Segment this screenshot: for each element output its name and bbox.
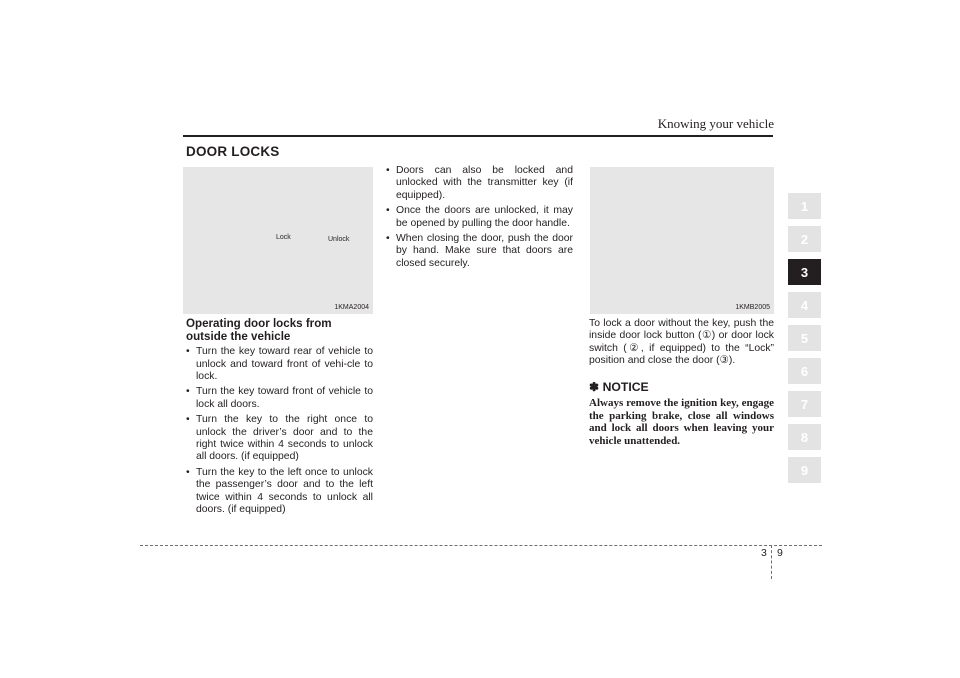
chapter-tab-7[interactable]: 7 <box>788 391 821 417</box>
page-number: 9 <box>777 547 783 559</box>
chapter-tab-5[interactable]: 5 <box>788 325 821 351</box>
chapter-tab-6[interactable]: 6 <box>788 358 821 384</box>
chapter-tab-9[interactable]: 9 <box>788 457 821 483</box>
figure-label-lock: Lock <box>276 234 291 241</box>
list-item: • Turn the key to the right once to unlock the driver’s door and to the right twice within 4 seconds to unlock all doors. (if equipped) <box>186 414 373 464</box>
subheading: Operating door locks from outside the vehicle <box>186 317 332 343</box>
chapter-tab-2[interactable]: 2 <box>788 226 821 252</box>
body-paragraph: To lock a door without the key, push the inside door lock button (①) or door lock switch (②, if equipped) to the “Lock” position and close the door (③). <box>589 318 774 367</box>
figure-door-key-lock <box>183 167 373 314</box>
header-rule <box>183 135 773 137</box>
list-item: • Turn the key toward rear of vehicle to unlock and toward front of vehi-cle to lock. <box>186 346 373 383</box>
list-item: • Doors can also be locked and unlocked with the transmitter key (if equipped). <box>386 165 573 202</box>
figure-code: 1KMB2005 <box>735 304 770 311</box>
column-1 <box>186 318 373 519</box>
footer-rule <box>140 545 822 546</box>
chapter-number: 3 <box>761 547 767 559</box>
chapter-tab-1[interactable]: 1 <box>788 193 821 219</box>
notice-title: ✽ NOTICE <box>589 379 649 394</box>
figure-label-unlock: Unlock <box>328 236 350 243</box>
column-3 <box>589 318 774 447</box>
chapter-tab-8[interactable]: 8 <box>788 424 821 450</box>
bullet-list <box>186 346 373 516</box>
chapter-tab-4[interactable]: 4 <box>788 292 821 318</box>
running-header: Knowing your vehicle <box>657 116 774 131</box>
list-item: • When closing the door, push the door by hand. Make sure that doors are closed securely. <box>386 233 573 270</box>
chapter-tabs <box>788 193 821 490</box>
figure-code: 1KMA2004 <box>334 304 369 311</box>
chapter-tab-3[interactable]: 3 <box>788 259 821 285</box>
footer-divider <box>771 545 772 579</box>
list-item: • Turn the key to the left once to unlock the passenger’s door and to the left twice within 4 seconds to unlock all doors. (if equipped) <box>186 467 373 517</box>
notice-text: Always remove the ignition key, engage the parking brake, close all windows and lock all doors when leaving your vehicle unattended. <box>589 397 774 447</box>
section-title: DOOR LOCKS <box>186 144 280 159</box>
list-item: • Turn the key toward front of vehicle to lock all doors. <box>186 386 373 411</box>
column-2 <box>386 165 573 273</box>
figure-inside-door-lock <box>590 167 774 314</box>
list-item: • Once the doors are unlocked, it may be opened by pulling the door handle. <box>386 205 573 230</box>
bullet-list <box>386 165 573 270</box>
